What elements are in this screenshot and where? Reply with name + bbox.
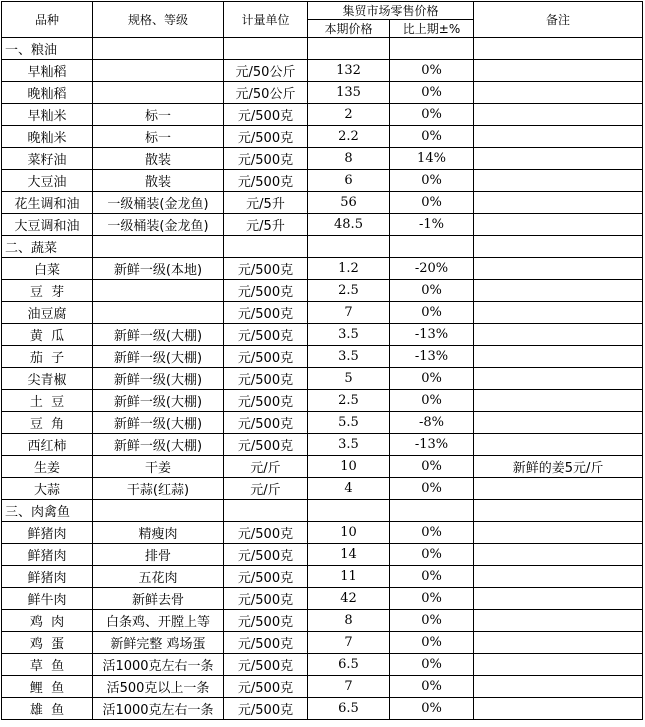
spec-cell: 新鲜一级(大棚) xyxy=(93,412,224,434)
spec-cell: 新鲜完整 鸡场蛋 xyxy=(93,632,224,654)
price-cell: 56 xyxy=(308,192,390,214)
change-cell: 0% xyxy=(390,698,474,720)
item-name-cell: 豆 芽 xyxy=(2,280,93,302)
note-cell xyxy=(474,522,643,544)
empty-cell xyxy=(224,38,308,60)
price-cell: 2.2 xyxy=(308,126,390,148)
price-cell: 3.5 xyxy=(308,346,390,368)
change-cell: 0% xyxy=(390,368,474,390)
note-cell xyxy=(474,214,643,236)
unit-cell: 元/500克 xyxy=(224,104,308,126)
price-table xyxy=(1,1,643,720)
spec-cell xyxy=(93,302,224,324)
item-name-cell: 菜籽油 xyxy=(2,148,93,170)
change-cell: 0% xyxy=(390,60,474,82)
note-cell xyxy=(474,60,643,82)
item-name-cell: 大豆调和油 xyxy=(2,214,93,236)
spec-cell: 新鲜一级(本地) xyxy=(93,258,224,280)
change-cell: 0% xyxy=(390,522,474,544)
item-name-cell: 大豆油 xyxy=(2,170,93,192)
item-name-cell: 油豆腐 xyxy=(2,302,93,324)
price-cell: 1.2 xyxy=(308,258,390,280)
change-cell: 0% xyxy=(390,610,474,632)
note-cell xyxy=(474,434,643,456)
change-cell: 0% xyxy=(390,170,474,192)
note-cell xyxy=(474,148,643,170)
table-row xyxy=(2,478,643,500)
unit-cell: 元/500克 xyxy=(224,126,308,148)
item-name-cell: 花生调和油 xyxy=(2,192,93,214)
empty-cell xyxy=(390,236,474,258)
item-name-cell: 黄 瓜 xyxy=(2,324,93,346)
price-cell: 5 xyxy=(308,368,390,390)
note-cell xyxy=(474,126,643,148)
unit-cell: 元/5升 xyxy=(224,192,308,214)
table-row xyxy=(2,126,643,148)
spec-cell: 一级桶装(金龙鱼) xyxy=(93,214,224,236)
note-cell xyxy=(474,654,643,676)
table-row xyxy=(2,104,643,126)
unit-cell: 元/斤 xyxy=(224,478,308,500)
unit-cell: 元/50公斤 xyxy=(224,60,308,82)
table-row xyxy=(2,434,643,456)
empty-cell xyxy=(474,500,643,522)
spec-cell: 新鲜一级(大棚) xyxy=(93,434,224,456)
item-name-cell: 茄 子 xyxy=(2,346,93,368)
note-cell xyxy=(474,302,643,324)
table-row xyxy=(2,456,643,478)
price-cell: 48.5 xyxy=(308,214,390,236)
note-cell xyxy=(474,390,643,412)
note-cell xyxy=(474,258,643,280)
change-cell: 0% xyxy=(390,632,474,654)
table-row xyxy=(2,148,643,170)
section-row xyxy=(2,38,643,60)
spec-cell: 新鲜一级(大棚) xyxy=(93,346,224,368)
change-cell: 0% xyxy=(390,390,474,412)
unit-cell: 元/500克 xyxy=(224,302,308,324)
change-cell: 0% xyxy=(390,192,474,214)
section-label: 三、肉禽鱼 xyxy=(2,500,93,522)
spec-cell: 新鲜一级(大棚) xyxy=(93,368,224,390)
table-row xyxy=(2,82,643,104)
empty-cell xyxy=(308,38,390,60)
table-row xyxy=(2,632,643,654)
price-cell: 6.5 xyxy=(308,698,390,720)
table-row xyxy=(2,324,643,346)
table-row xyxy=(2,390,643,412)
change-cell: 0% xyxy=(390,654,474,676)
unit-cell: 元/500克 xyxy=(224,170,308,192)
item-name-cell: 晚籼稻 xyxy=(2,82,93,104)
item-name-cell: 晚籼米 xyxy=(2,126,93,148)
item-name-cell: 尖青椒 xyxy=(2,368,93,390)
empty-cell xyxy=(93,38,224,60)
price-cell: 5.5 xyxy=(308,412,390,434)
note-cell xyxy=(474,170,643,192)
section-row xyxy=(2,236,643,258)
table-row xyxy=(2,346,643,368)
price-cell: 14 xyxy=(308,544,390,566)
change-cell: -8% xyxy=(390,412,474,434)
price-cell: 10 xyxy=(308,456,390,478)
spec-cell xyxy=(93,280,224,302)
note-cell xyxy=(474,478,643,500)
price-cell: 6.5 xyxy=(308,654,390,676)
empty-cell xyxy=(474,38,643,60)
unit-cell: 元/500克 xyxy=(224,654,308,676)
change-cell: 0% xyxy=(390,456,474,478)
unit-cell: 元/500克 xyxy=(224,522,308,544)
note-cell xyxy=(474,280,643,302)
note-cell xyxy=(474,192,643,214)
change-cell: 0% xyxy=(390,478,474,500)
spec-cell: 活500克以上一条 xyxy=(93,676,224,698)
table-row xyxy=(2,654,643,676)
unit-cell: 元/500克 xyxy=(224,148,308,170)
note-cell xyxy=(474,610,643,632)
empty-cell xyxy=(93,500,224,522)
unit-cell: 元/500克 xyxy=(224,676,308,698)
spec-cell: 活1000克左右一条 xyxy=(93,654,224,676)
table-row xyxy=(2,566,643,588)
spec-cell: 干蒜(红蒜) xyxy=(93,478,224,500)
item-name-cell: 豆 角 xyxy=(2,412,93,434)
item-name-cell: 早籼米 xyxy=(2,104,93,126)
price-cell: 7 xyxy=(308,632,390,654)
table-body xyxy=(2,38,643,720)
note-cell xyxy=(474,324,643,346)
price-cell: 7 xyxy=(308,676,390,698)
change-cell: -13% xyxy=(390,434,474,456)
note-cell xyxy=(474,104,643,126)
table-row xyxy=(2,280,643,302)
change-cell: 0% xyxy=(390,104,474,126)
price-cell: 42 xyxy=(308,588,390,610)
empty-cell xyxy=(308,236,390,258)
unit-cell: 元/5升 xyxy=(224,214,308,236)
table-row xyxy=(2,412,643,434)
note-cell: 新鲜的姜5元/斤 xyxy=(474,456,643,478)
table-row xyxy=(2,170,643,192)
price-cell: 7 xyxy=(308,302,390,324)
spec-cell: 标一 xyxy=(93,126,224,148)
price-cell: 3.5 xyxy=(308,324,390,346)
unit-cell: 元/500克 xyxy=(224,566,308,588)
table-row xyxy=(2,588,643,610)
note-cell xyxy=(474,346,643,368)
spec-cell: 新鲜去骨 xyxy=(93,588,224,610)
unit-cell: 元/500克 xyxy=(224,390,308,412)
table-row xyxy=(2,192,643,214)
item-name-cell: 大蒜 xyxy=(2,478,93,500)
unit-cell: 元/500克 xyxy=(224,434,308,456)
empty-cell xyxy=(224,500,308,522)
header-spec: 规格、等级 xyxy=(93,2,224,38)
change-cell: 0% xyxy=(390,82,474,104)
empty-cell xyxy=(390,38,474,60)
unit-cell: 元/斤 xyxy=(224,456,308,478)
change-cell: 0% xyxy=(390,544,474,566)
change-cell: -1% xyxy=(390,214,474,236)
price-cell: 132 xyxy=(308,60,390,82)
table-row xyxy=(2,214,643,236)
item-name-cell: 鲜猪肉 xyxy=(2,544,93,566)
price-cell: 135 xyxy=(308,82,390,104)
empty-cell xyxy=(308,500,390,522)
unit-cell: 元/500克 xyxy=(224,412,308,434)
change-cell: 0% xyxy=(390,302,474,324)
unit-cell: 元/500克 xyxy=(224,544,308,566)
item-name-cell: 鲜猪肉 xyxy=(2,522,93,544)
table-row xyxy=(2,258,643,280)
unit-cell: 元/500克 xyxy=(224,346,308,368)
spec-cell: 精瘦肉 xyxy=(93,522,224,544)
spec-cell: 新鲜一级(大棚) xyxy=(93,390,224,412)
price-cell: 8 xyxy=(308,148,390,170)
empty-cell xyxy=(474,236,643,258)
empty-cell xyxy=(224,236,308,258)
header-name: 品种 xyxy=(2,2,93,38)
spec-cell: 散装 xyxy=(93,170,224,192)
item-name-cell: 生姜 xyxy=(2,456,93,478)
spec-cell: 散装 xyxy=(93,148,224,170)
table-row xyxy=(2,610,643,632)
item-name-cell: 鲤 鱼 xyxy=(2,676,93,698)
empty-cell xyxy=(93,236,224,258)
price-cell: 2.5 xyxy=(308,390,390,412)
table-row xyxy=(2,60,643,82)
unit-cell: 元/500克 xyxy=(224,698,308,720)
section-label: 二、蔬菜 xyxy=(2,236,93,258)
spec-cell: 五花肉 xyxy=(93,566,224,588)
price-cell: 6 xyxy=(308,170,390,192)
item-name-cell: 草 鱼 xyxy=(2,654,93,676)
item-name-cell: 鲜牛肉 xyxy=(2,588,93,610)
note-cell xyxy=(474,412,643,434)
price-cell: 2 xyxy=(308,104,390,126)
header-note: 备注 xyxy=(474,2,643,38)
spec-cell xyxy=(93,82,224,104)
note-cell xyxy=(474,368,643,390)
section-row xyxy=(2,500,643,522)
unit-cell: 元/500克 xyxy=(224,610,308,632)
header-unit: 计量单位 xyxy=(224,2,308,38)
change-cell: 0% xyxy=(390,126,474,148)
price-cell: 8 xyxy=(308,610,390,632)
change-cell: 0% xyxy=(390,280,474,302)
note-cell xyxy=(474,566,643,588)
note-cell xyxy=(474,698,643,720)
item-name-cell: 土 豆 xyxy=(2,390,93,412)
table-row xyxy=(2,676,643,698)
unit-cell: 元/500克 xyxy=(224,258,308,280)
table-row xyxy=(2,522,643,544)
item-name-cell: 鲜猪肉 xyxy=(2,566,93,588)
table-row xyxy=(2,698,643,720)
price-cell: 11 xyxy=(308,566,390,588)
change-cell: 14% xyxy=(390,148,474,170)
spec-cell: 白条鸡、开膛上等 xyxy=(93,610,224,632)
table-row xyxy=(2,302,643,324)
note-cell xyxy=(474,588,643,610)
header-current-price: 本期价格 xyxy=(308,20,390,38)
price-cell: 3.5 xyxy=(308,434,390,456)
item-name-cell: 鸡 蛋 xyxy=(2,632,93,654)
unit-cell: 元/500克 xyxy=(224,588,308,610)
item-name-cell: 白菜 xyxy=(2,258,93,280)
table-row xyxy=(2,368,643,390)
spec-cell: 新鲜一级(大棚) xyxy=(93,324,224,346)
item-name-cell: 早籼稻 xyxy=(2,60,93,82)
item-name-cell: 鸡 肉 xyxy=(2,610,93,632)
change-cell: 0% xyxy=(390,588,474,610)
note-cell xyxy=(474,544,643,566)
header-change: 比上期±% xyxy=(390,20,474,38)
spec-cell: 干姜 xyxy=(93,456,224,478)
change-cell: 0% xyxy=(390,676,474,698)
spec-cell: 排骨 xyxy=(93,544,224,566)
spec-cell xyxy=(93,60,224,82)
note-cell xyxy=(474,632,643,654)
unit-cell: 元/500克 xyxy=(224,280,308,302)
table-row xyxy=(2,544,643,566)
price-cell: 10 xyxy=(308,522,390,544)
change-cell: -13% xyxy=(390,346,474,368)
item-name-cell: 西红柿 xyxy=(2,434,93,456)
unit-cell: 元/500克 xyxy=(224,324,308,346)
unit-cell: 元/500克 xyxy=(224,368,308,390)
change-cell: 0% xyxy=(390,566,474,588)
empty-cell xyxy=(390,500,474,522)
spec-cell: 标一 xyxy=(93,104,224,126)
price-cell: 4 xyxy=(308,478,390,500)
unit-cell: 元/500克 xyxy=(224,632,308,654)
spec-cell: 活1000克左右一条 xyxy=(93,698,224,720)
unit-cell: 元/50公斤 xyxy=(224,82,308,104)
item-name-cell: 雄 鱼 xyxy=(2,698,93,720)
section-label: 一、粮油 xyxy=(2,38,93,60)
change-cell: -20% xyxy=(390,258,474,280)
price-cell: 2.5 xyxy=(308,280,390,302)
change-cell: -13% xyxy=(390,324,474,346)
note-cell xyxy=(474,82,643,104)
header-market-price: 集贸市场零售价格 xyxy=(308,2,474,20)
note-cell xyxy=(474,676,643,698)
spec-cell: 一级桶装(金龙鱼) xyxy=(93,192,224,214)
